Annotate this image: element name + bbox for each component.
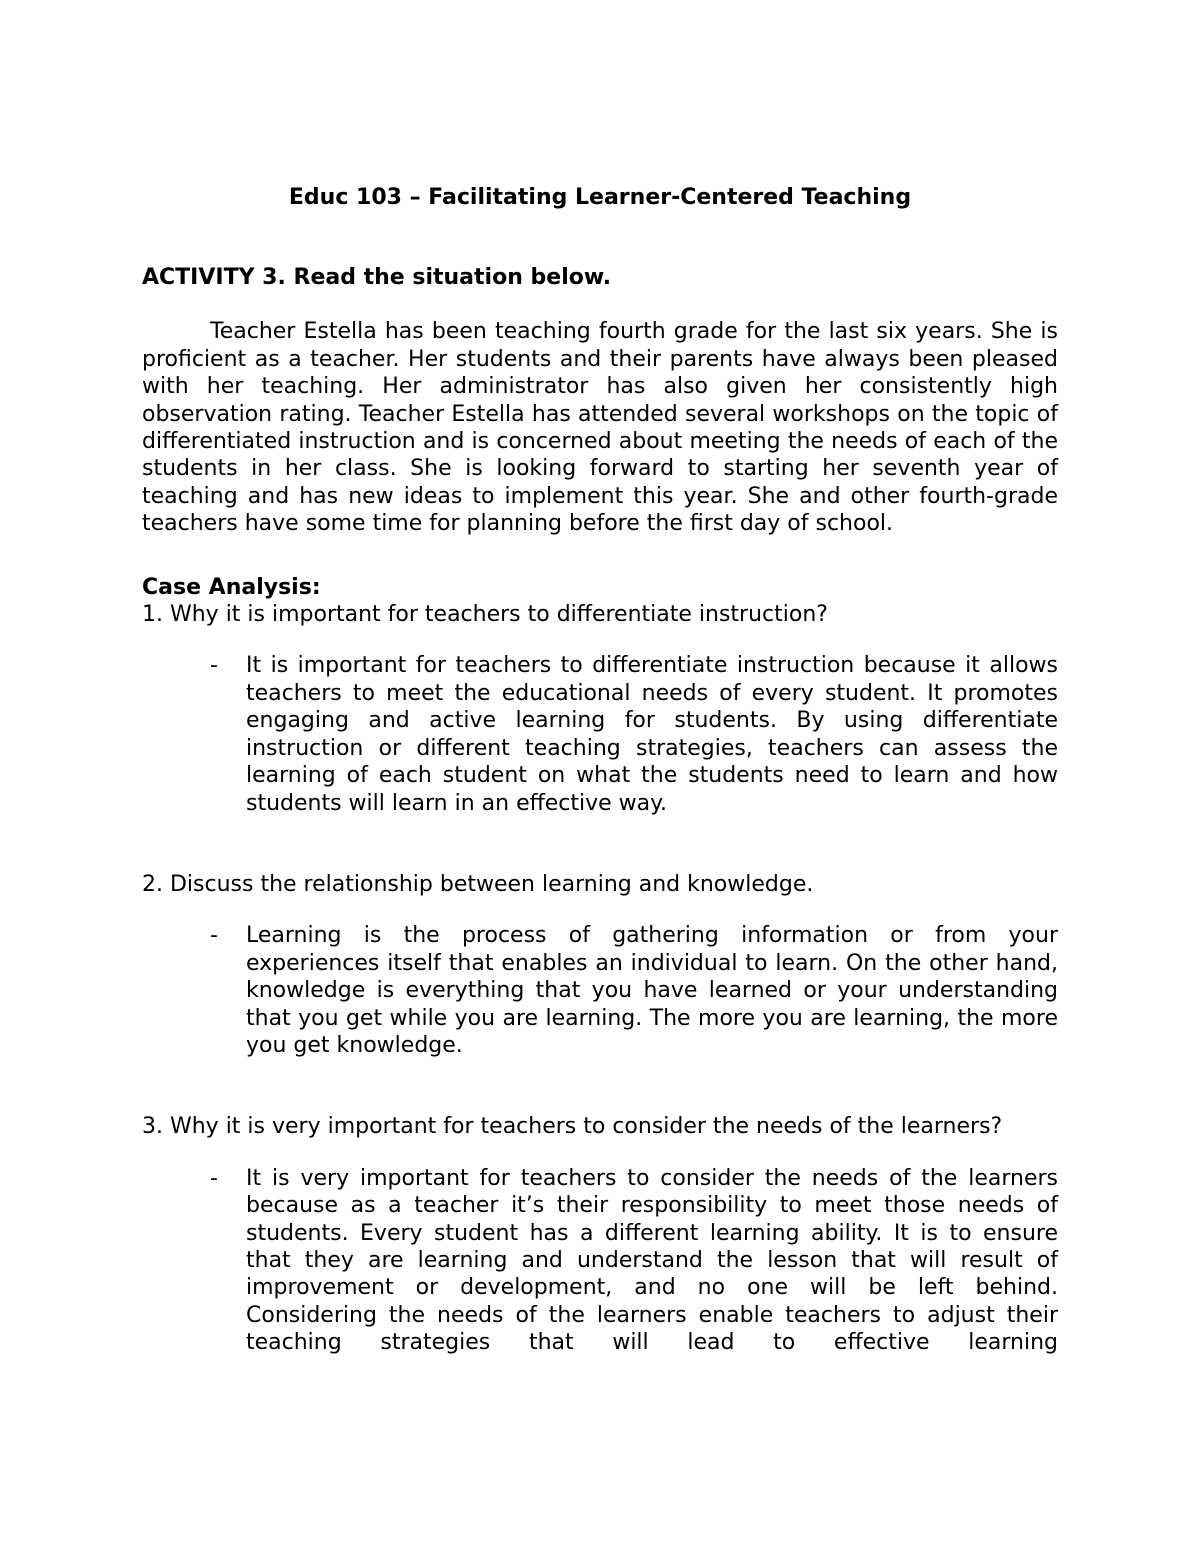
bullet-dash: - xyxy=(210,653,218,679)
answer-2-text: Learning is the process of gathering information or from your experiences itself that enables an individual to learn. On the other hand, knowledge is everything that you have learned or your understanding that you get while you are learning. The more you are learning, the more you get knowledge. xyxy=(246,923,1058,1058)
answer-2 xyxy=(142,922,1058,1059)
answer-3 xyxy=(142,1165,1058,1357)
bullet-dash: - xyxy=(210,1165,218,1191)
activity-heading: ACTIVITY 3. Read the situation below. xyxy=(142,265,612,290)
document-page xyxy=(142,180,1058,1357)
situation-paragraph: Teacher Estella has been teaching fourth grade for the last six years. She is proficient as a teacher. Her students and their parents have always been pleased with her teaching. Her administrator has also given her consistently high observation rating. Teacher Estella has attended several workshops on the topic of differentiated instruction and is concerned about meeting the needs of each of the students in her class. She is looking forward to starting her seventh year of teaching and has new ideas to implement this year. She and other fourth-grade teachers have some time for planning before the first day of school. xyxy=(142,319,1058,537)
case-analysis-heading: Case Analysis: xyxy=(142,574,321,600)
bullet-dash: - xyxy=(210,923,218,949)
answer-1-text: It is important for teachers to differentiate instruction because it allows teachers to meet the educational needs of every student. It promotes engaging and active learning for students. By using differentiate instruction or different teaching strategies, teachers can assess the learning of each student on what the students need to learn and how students will learn in an effective way. xyxy=(246,653,1058,816)
document-title: Educ 103 – Facilitating Learner-Centered Teaching xyxy=(288,185,912,210)
answer-3-text: It is very important for teachers to consider the needs of the learners because as a teacher it’s their responsibility to meet those needs of students. Every student has a different learning ability. It is to ensure that they are learning and understand the lesson that will result of improvement or development, and no one will be left behind. Considering the needs of the learners enable teachers to adjust their teaching strategies that will lead to effective learning xyxy=(246,1165,1058,1356)
question-3: 3. Why it is very important for teachers to consider the needs of the learners? xyxy=(142,1114,1003,1140)
answer-1 xyxy=(142,652,1058,816)
question-1: 1. Why it is important for teachers to differentiate instruction? xyxy=(142,602,828,628)
question-2: 2. Discuss the relationship between learning and knowledge. xyxy=(142,871,814,897)
